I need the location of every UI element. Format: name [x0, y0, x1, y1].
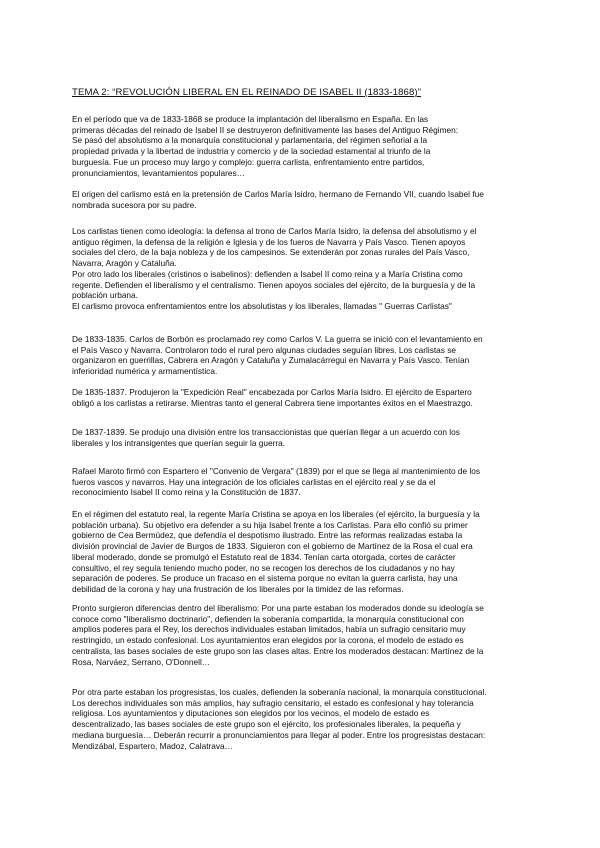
- text-line: conoce como "liberalismo doctrinario", defienden la soberanía compartida, la monarquía constitucional con: [72, 613, 464, 624]
- text-line: nombrada sucesora por su padre.: [72, 199, 197, 210]
- text-line: burguesía. Fue un proceso muy largo y complejo: guerra carlista, enfrentamiento entre partidos,: [72, 156, 425, 167]
- text-line: el País Vasco y Navarra. Controlaron todo el rural pero algunas ciudades seguían libres. Los carlistas se: [72, 344, 457, 355]
- text-line: Los derechos individuales son más amplios, hay sufragio censitario, el estado es confesional y hay tolerancia: [72, 697, 474, 708]
- paragraph-vergara: [72, 466, 530, 498]
- paragraph-royal-statute: [72, 509, 530, 595]
- text-line: obligó a los carlistas a retirarse. Mientras tanto el general Cabrera tiene importantes éxitos en el Maestrazgo.: [72, 397, 473, 408]
- paragraph-intro: [72, 114, 530, 178]
- text-line: primeras décadas del reinado de Isabel II se destruyeron definitivamente las bases del Antiguo Régimen:: [72, 124, 459, 135]
- text-line: descentralizado, las bases sociales de este grupo son el ejército, los profesionales liberales, la pequeña y: [72, 719, 461, 730]
- text-line: división provincial de Javier de Burgos de 1833. Siguieron con el gobierno de Martínez de la Rosa el cual era: [72, 541, 473, 552]
- text-line: Por otra parte estaban los progresistas, los cuales, defienden la soberanía nacional, la monarquía constitucional.: [72, 687, 487, 697]
- text-line: Rosa, Narváez, Serrano, O'Donnell…: [72, 656, 211, 667]
- text-line: amplios poderes para el Rey, los derechos individuales estaban limitados, había un sufragio censitario muy: [72, 624, 466, 635]
- paragraph-carlists-liberals: [72, 226, 530, 312]
- paragraph-progressives: [72, 687, 530, 751]
- text-line: Los carlistas tienen como ideología: la defensa al trono de Carlos María Isidro, la defensa del absolutismo y el: [72, 226, 477, 236]
- paragraph-war-1837-1839: [72, 427, 530, 448]
- text-line: sociales del clero, de la baja nobleza y de los campesinos. Se extenderán por zonas rurales del País Vasco,: [72, 247, 470, 258]
- text-line: En el período que va de 1833-1868 se produce la implantación del liberalismo en España. En las: [72, 114, 429, 124]
- text-line: Mendizábal, Espartero, Madoz, Calatrava…: [72, 740, 233, 751]
- text-line: restringido, un estado confesional. Los ayuntamientos eran elegidos por la corona, el modelo de estado es: [72, 635, 464, 646]
- text-line: debilidad de la corona y hay una frustración de los liberales por la timidez de las reformas.: [72, 583, 404, 594]
- text-line: consultivo, el rey seguía teniendo mucho poder, no se recogen los derechos de los ciudadanos y no hay: [72, 562, 455, 573]
- text-line: reconocimiento Isabel II como reina y la Constitución de 1837.: [72, 487, 301, 498]
- text-line: población urbana). Su objetivo era defender a su hija Isabel frente a los Carlistas. Para ello confió su primer: [72, 519, 468, 530]
- text-line: fueros vascos y navarros. Hay una integración de los oficiales carlistas en el ejército real y se da el: [72, 476, 436, 487]
- text-line: población urbana.: [72, 290, 138, 301]
- document-title: TEMA 2: “REVOLUCIÓN LIBERAL EN EL REINADO DE ISABEL II (1833-1868)”: [72, 87, 421, 98]
- text-line: De 1837-1839. Se produjo una división entre los transaccionistas que querían llegar a un acuerdo con los: [72, 427, 460, 437]
- text-line: inferioridad numérica y armamentística.: [72, 366, 218, 377]
- text-line: antiguo régimen, la defensa de la religión e Iglesia y de los fueros de Navarra y País Vasco. Tienen apoyos: [72, 236, 466, 247]
- paragraph-moderates: [72, 603, 530, 667]
- text-line: propiedad privada y la libertad de industria y comercio y de la sociedad estamental al triunfo de la: [72, 146, 431, 157]
- paragraph-war-1833-1835: [72, 334, 530, 377]
- text-line: liberal moderado, donde se promulgó el Estatuto real de 1834. Tenían carta otorgada, cortes de carácter: [72, 551, 456, 562]
- text-line: religiosa. Los ayuntamientos y diputaciones son elegidos por los vecinos, el modelo de estado es: [72, 708, 430, 719]
- paragraph-war-1835-1837: [72, 387, 530, 408]
- text-line: El origen del carlismo está en la pretensión de Carlos María Isidro, hermano de Fernando VII, cuando Isabel fue: [72, 189, 484, 199]
- text-line: Rafael Maroto firmó con Espartero el "Convenio de Vergara" (1839) por el que se llega al mantenimiento de los: [72, 466, 481, 476]
- text-line: Navarra, Aragón y Cataluña.: [72, 258, 177, 269]
- text-line: liberales y los intransigentes que querían seguir la guerra.: [72, 437, 286, 448]
- text-line: centralista, las bases sociales de este grupo son las clases altas. Entre los moderados destacan: Martínez de la: [72, 645, 484, 656]
- paragraph-carlism-origin: [72, 189, 530, 210]
- text-line: En el régimen del estatuto real, la regente María Cristina se apoya en los liberales (el ejército, la burguesía y la: [72, 509, 480, 519]
- text-line: mediana burguesía… Deberán recurrir a pronunciamientos para llegar al poder. Entre los progresistas destacan:: [72, 729, 486, 740]
- text-line: De 1835-1837. Produjeron la "Expedición Real" encabezada por Carlos María Isidro. El ejército de Espartero: [72, 387, 472, 397]
- text-line: separación de poderes. Se produce un fracaso en el sistema porque no evitan la guerra carlista, hay una: [72, 573, 458, 584]
- text-line: gobierno de Cea Bermúdez, que defendía el despotismo ilustrado. Entre las reformas realizadas estaba la: [72, 530, 463, 541]
- text-line: Pronto surgieron diferencias dentro del liberalismo: Por una parte estaban los moderados donde su ideología se: [72, 603, 484, 613]
- text-line: Por otro lado los liberales (cristinos o isabelinos): defienden a Isabel II como reina y a María Cristina como: [72, 268, 463, 279]
- text-line: regente. Defienden el liberalismo y el centralismo. Tienen apoyos sociales del ejército, de la burguesía y de la: [72, 279, 476, 290]
- text-line: De 1833-1835. Carlos de Borbón es proclamado rey como Carlos V. La guerra se inició con el levantamiento en: [72, 334, 483, 344]
- text-line: Se pasó del absolutismo a la monarquía constitucional y parlamentaria, del régimen señorial a la: [72, 135, 428, 146]
- text-line: El carlismo provoca enfrentamientos entre los absolutistas y los liberales, llamadas " Guerras Carlistas": [72, 300, 452, 311]
- text-line: pronunciamientos, levantamientos populares…: [72, 167, 245, 178]
- text-line: organizaron en guerrillas, Cabrera en Aragón y Cataluña y Zumalacárregui en Navarra y País Vasco. Tenían: [72, 355, 470, 366]
